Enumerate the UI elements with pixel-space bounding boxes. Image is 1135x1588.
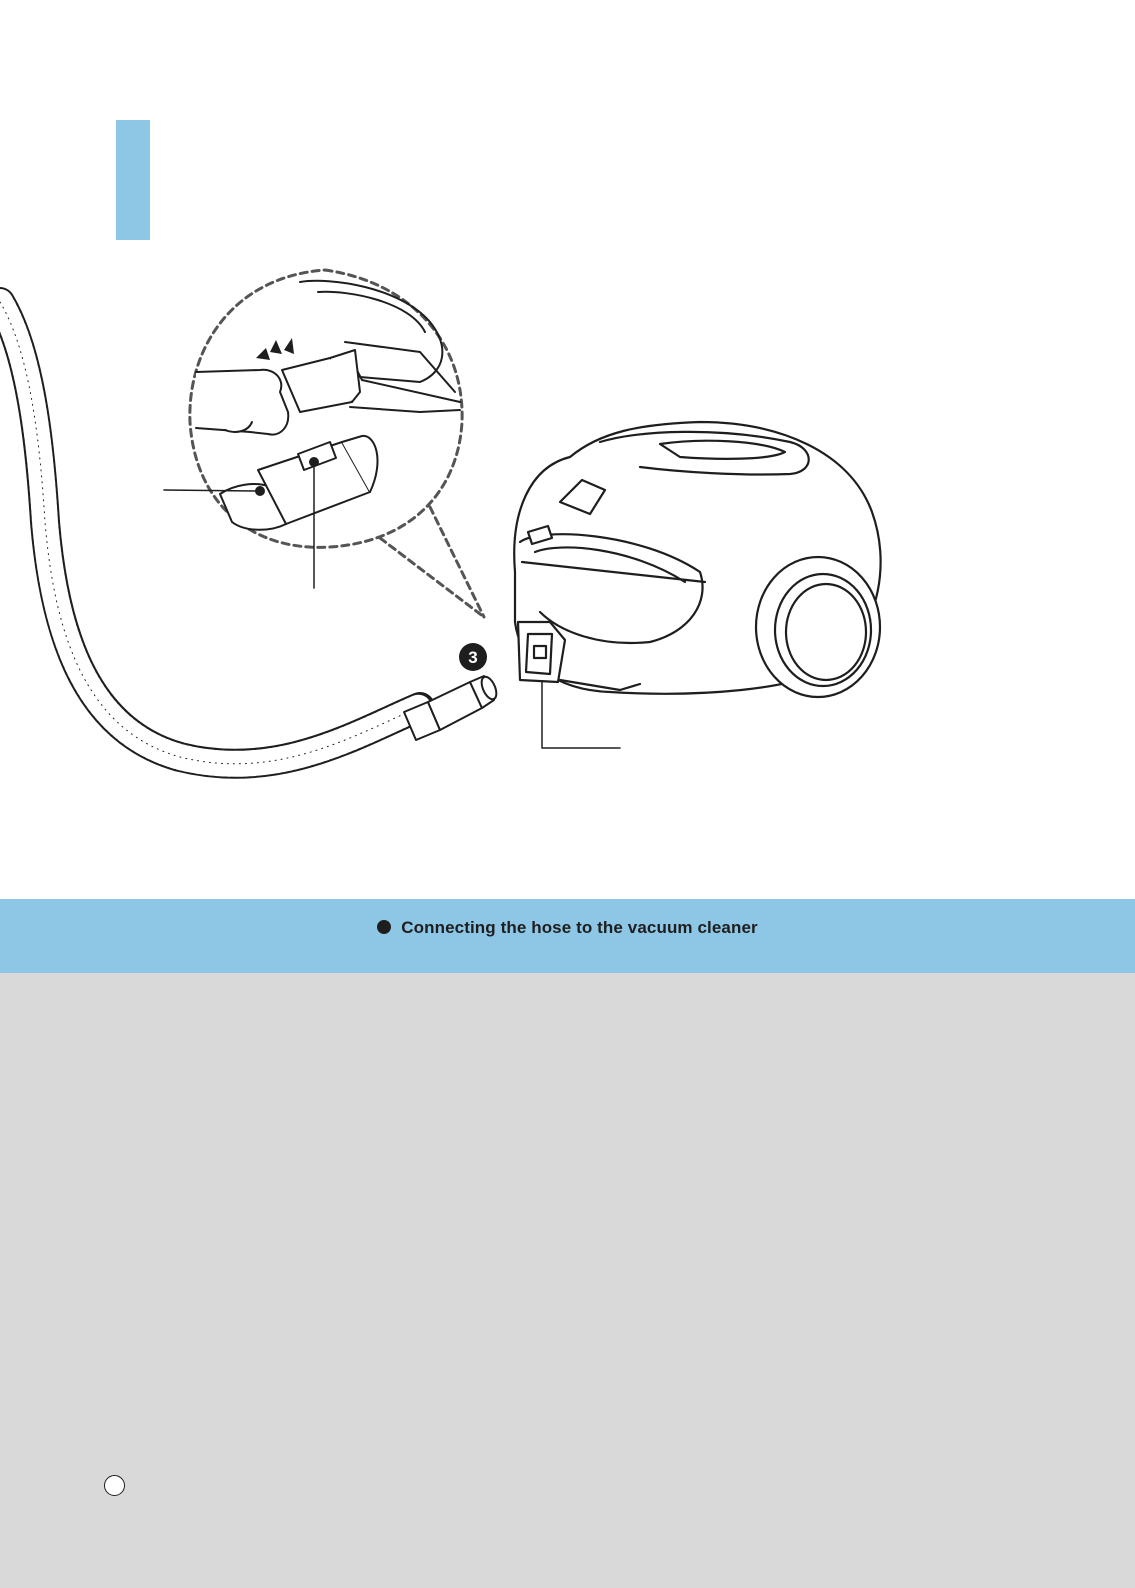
instructions-panel: [0, 973, 1135, 1588]
section-caption-band: [0, 899, 1135, 973]
step-badge-icon: [459, 643, 487, 671]
step-number: 3: [468, 648, 478, 667]
bullet-icon: [377, 920, 391, 934]
hand-icon: [196, 350, 360, 435]
page-number-circle-icon: [104, 1475, 125, 1496]
hose-connector-detail: [220, 436, 378, 530]
click-sound-icon: [256, 338, 294, 360]
caption-text: Connecting the hose to the vacuum cleaner: [401, 918, 758, 937]
caption: [0, 918, 1135, 938]
vacuum-cleaner-icon: [514, 422, 880, 697]
section-title-accent-bar: [116, 120, 150, 240]
hose-connection-illustration: [0, 262, 1135, 822]
